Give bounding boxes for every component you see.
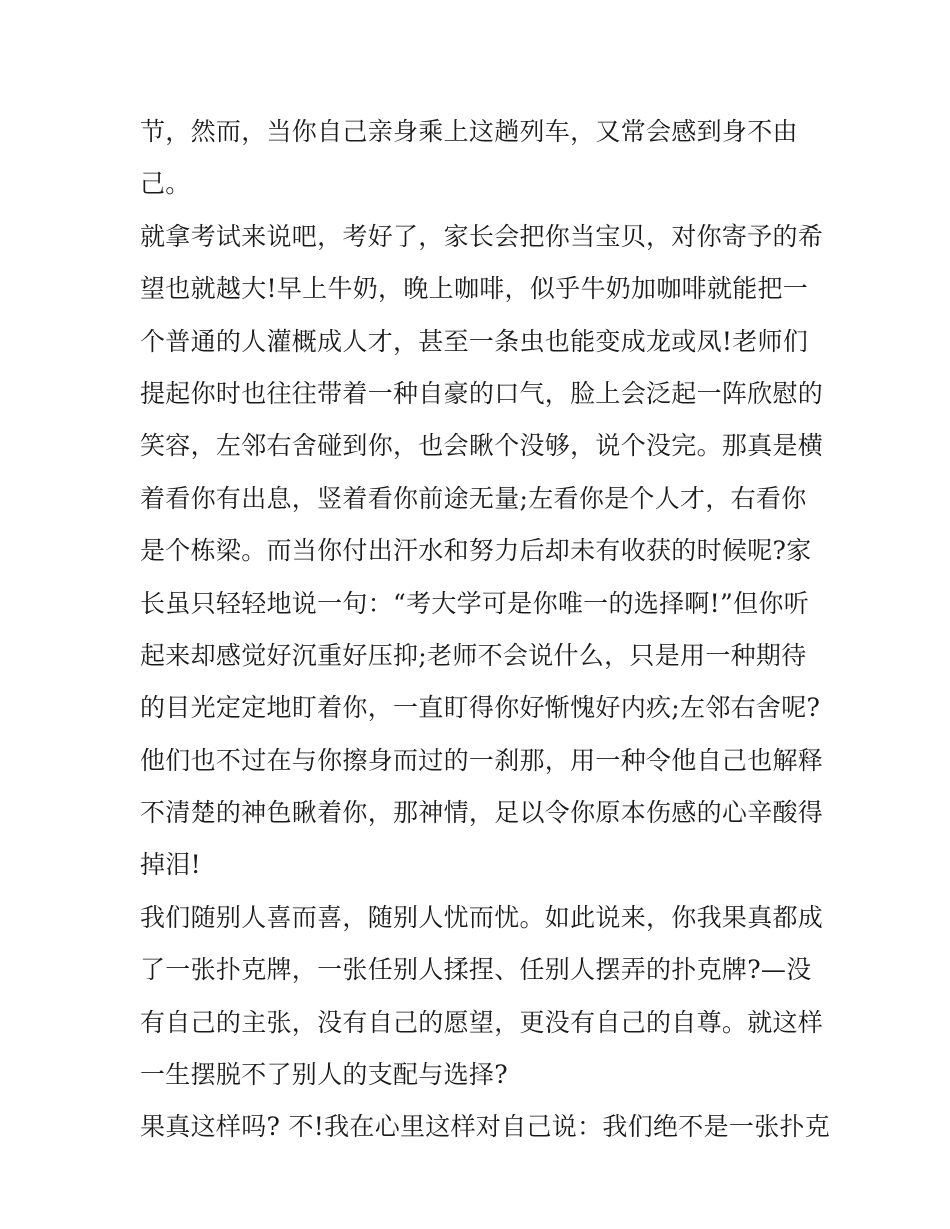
text-line: 一生摆脱不了别人的支配与选择? (140, 1060, 508, 1090)
text-line: 提起你时也往往带着一种自豪的口气，脸上会泛起一阵欣慰的 (140, 378, 824, 408)
text-line: 不清楚的神色瞅着你，那神情，足以令你原本伤感的心辛酸得 (140, 798, 824, 828)
text-line: 笑容，左邻右舍碰到你，也会瞅个没够，说个没完。那真是横 (140, 431, 824, 461)
text-line: 着看你有出息，竖着看你前途无量;左看你是个人才，右看你 (140, 483, 807, 513)
text-line: 果真这样吗? 不!我在心里这样对自己说：我们绝不是一张扑克 (140, 1112, 831, 1142)
text-line: 是个栋梁。而当你付出汗水和努力后却未有收获的时候呢?家 (140, 536, 812, 566)
text-line: 起来却感觉好沉重好压抑;老师不会说什么，只是用一种期待 (140, 640, 807, 670)
text-line: 的目光定定地盯着你，一直盯得你好惭愧好内疚;左邻右舍呢? (140, 693, 821, 723)
text-line: 我们随别人喜而喜，随别人忧而忧。如此说来，你我果真都成 (140, 902, 824, 932)
text-line: 个普通的人灌概成人才，甚至一条虫也能变成龙或凤!老师们 (140, 326, 809, 356)
text-line: 己。 (140, 169, 191, 199)
text-line: 有自己的主张，没有自己的愿望，更没有自己的自尊。就这样 (140, 1007, 824, 1037)
text-line: 长虽只轻轻地说一句：“考大学可是你唯一的选择啊!”但你听 (140, 588, 810, 618)
text-line: 望也就越大!早上牛奶，晚上咖啡，似乎牛奶加咖啡就能把一 (140, 274, 809, 304)
body-text (140, 106, 831, 1154)
text-line: 他们也不过在与你擦身而过的一刹那，用一种令他自己也解释 (140, 745, 824, 775)
text-line: 节，然而，当你自己亲身乘上这趟列车，又常会感到身不由 (140, 117, 798, 146)
text-line: 掉泪! (140, 850, 201, 880)
text-line: 就拿考试来说吧，考好了，家长会把你当宝贝，对你寄予的希 (140, 221, 824, 251)
text-line: 了一张扑克牌，一张任别人揉捏、任别人摆弄的扑克牌?—没 (140, 955, 812, 985)
